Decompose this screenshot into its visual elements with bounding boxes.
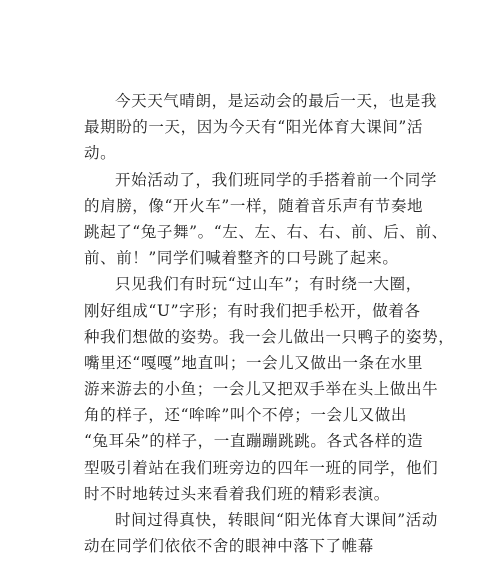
text-line: 开始活动了，我们班同学的手搭着前一个同学: [115, 170, 438, 189]
paragraph-2: [84, 167, 448, 272]
text-line: 刚好组成“U”字形；有时我们把手松开，做着各: [84, 301, 421, 320]
text-line: 跳起了“兔子舞”。“左、左、右、右、前、后、前、: [84, 222, 448, 241]
text-line: 前、前！”同学们喊着整齐的口号跳了起来。: [84, 249, 399, 268]
paragraph-1: [84, 88, 438, 167]
text-line: 角的样子，还“哞哞”叫个不停；一会儿又做出: [84, 406, 407, 425]
text-line: 嘴里还“嘎嘎”地直叫；一会儿又做出一条在水里: [84, 353, 424, 372]
text-line: 种我们想做的姿势。我一会儿做出一只鸭子的姿势，: [84, 327, 455, 346]
text-line: 动。: [84, 144, 117, 163]
paragraph-3: [84, 271, 455, 507]
text-line: 时间过得真快，转眼间“阳光体育大课间”活动: [115, 511, 438, 529]
text-line: 只见我们有时玩“过山车”；有时绕一大圈，: [115, 275, 422, 294]
text-line: 今天天气晴朗，是运动会的最后一天，也是我: [115, 92, 438, 110]
text-line: 时不时地转过头来看着我们班的精彩表演。: [84, 484, 390, 503]
text-line: “兔耳朵”的样子，一直蹦蹦跳跳。各式各样的造: [84, 432, 424, 451]
text-line: 游来游去的小鱼；一会儿又把双手举在头上做出牛: [84, 380, 439, 399]
text-line: 型吸引着站在我们班旁边的四年一班的同学，他们: [84, 458, 439, 477]
text-line: 最期盼的一天，因为今天有“阳光体育大课间”活: [84, 118, 424, 137]
essay-text: [84, 88, 455, 559]
paragraph-4: [84, 507, 438, 559]
text-line: 的肩膀，像“开火车”一样，随着音乐声有节奏地: [84, 196, 424, 215]
text-line: 动在同学们依依不舍的眼神中落下了帷幕: [84, 537, 374, 556]
